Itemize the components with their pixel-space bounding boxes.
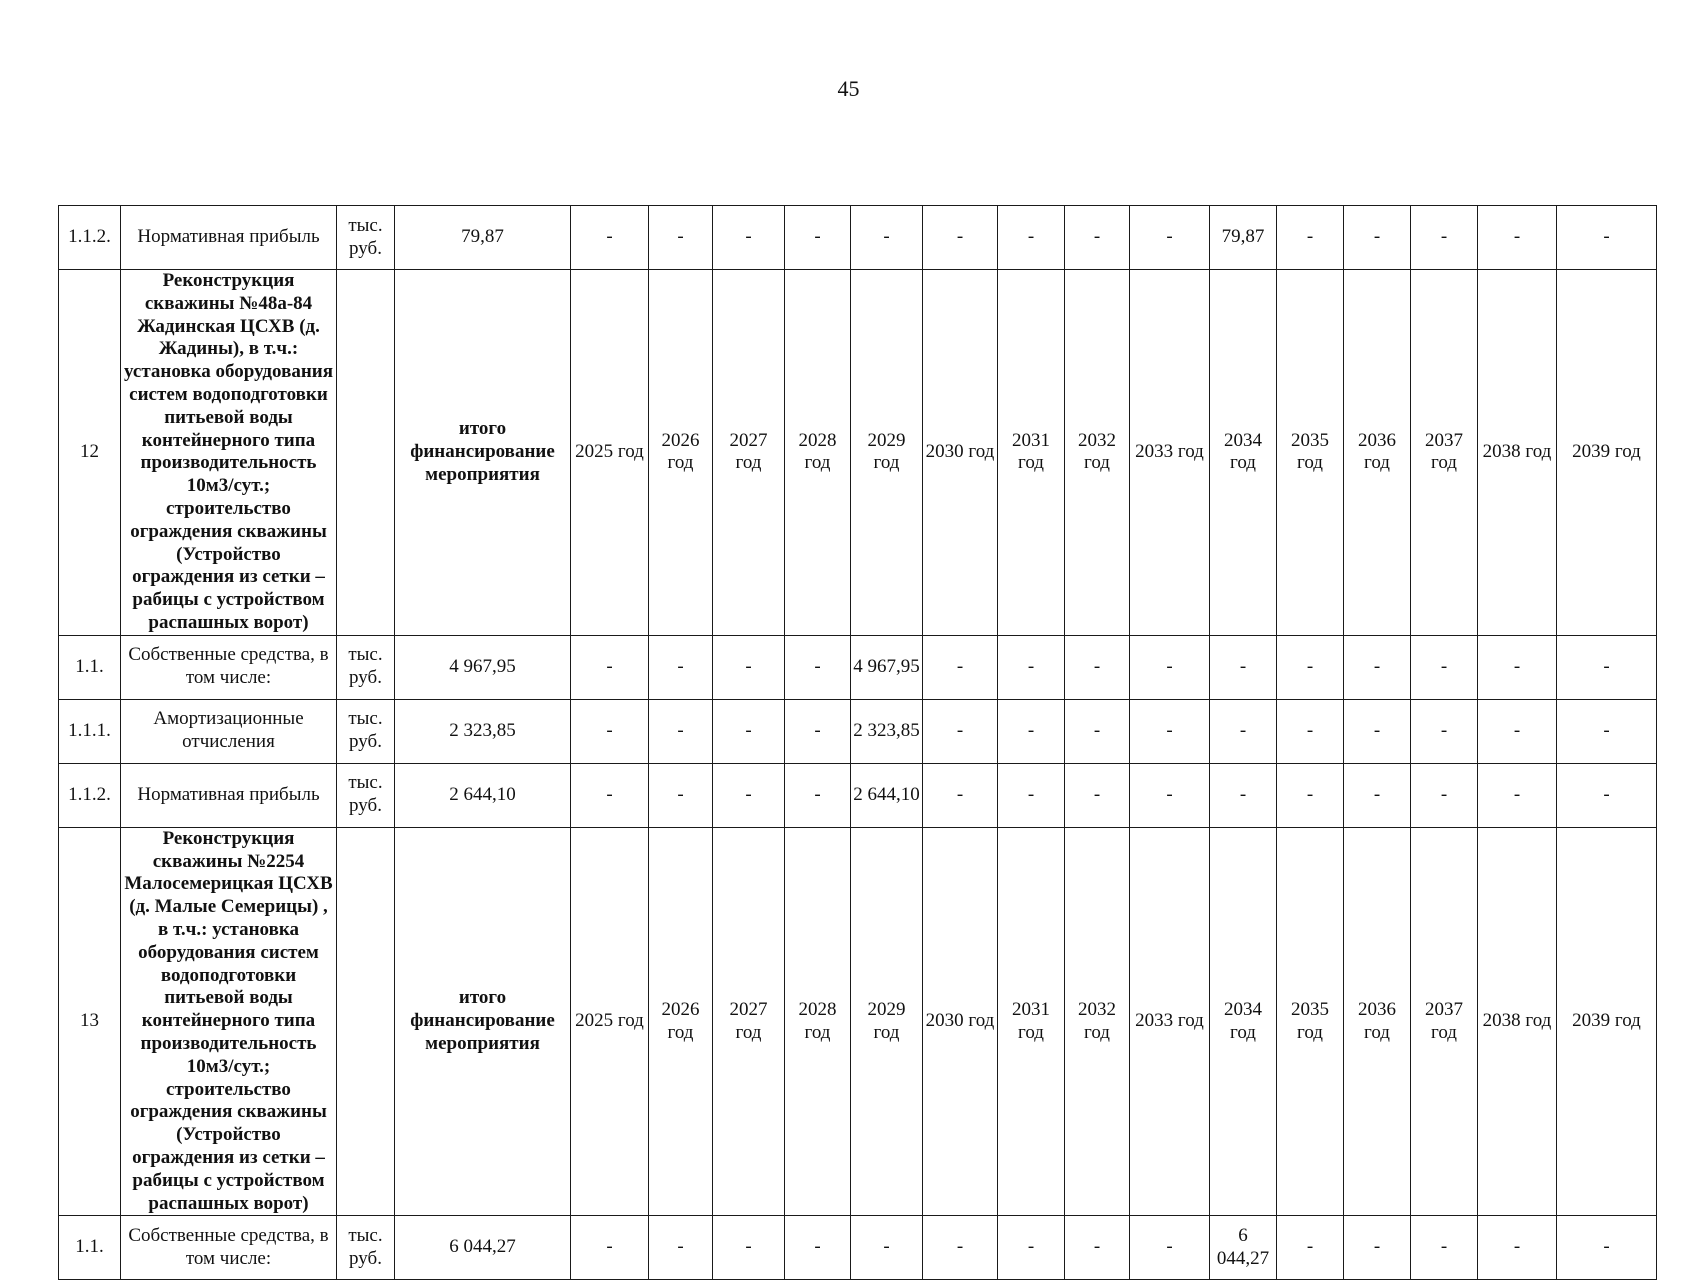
year-value: - <box>1065 699 1130 763</box>
year-value: - <box>571 635 649 699</box>
project-row <box>59 827 1657 1216</box>
year-header: 2031 год <box>998 270 1065 636</box>
total-value: 6 044,27 <box>395 1216 571 1280</box>
year-value: - <box>1130 206 1210 270</box>
year-value: - <box>923 206 998 270</box>
year-header: 2026 год <box>649 270 713 636</box>
year-value: - <box>713 699 785 763</box>
year-value: - <box>1478 1216 1557 1280</box>
year-value: - <box>1478 763 1557 827</box>
year-header: 2027 год <box>713 827 785 1216</box>
year-value: - <box>571 206 649 270</box>
year-header: 2038 год <box>1478 827 1557 1216</box>
year-value: - <box>713 1216 785 1280</box>
year-value: - <box>571 699 649 763</box>
unit-cell: тыс. руб. <box>337 206 395 270</box>
year-value: - <box>1411 635 1478 699</box>
year-value: - <box>649 699 713 763</box>
year-header: 2028 год <box>785 827 851 1216</box>
row-number: 13 <box>59 827 121 1216</box>
year-header: 2031 год <box>998 827 1065 1216</box>
year-value: - <box>1130 699 1210 763</box>
year-header: 2032 год <box>1065 270 1130 636</box>
year-value: - <box>649 206 713 270</box>
total-label: итого финансирование мероприятия <box>395 270 571 636</box>
row-label: Нормативная прибыль <box>121 763 337 827</box>
year-header: 2035 год <box>1277 270 1344 636</box>
year-header: 2025 год <box>571 827 649 1216</box>
year-value: - <box>1210 635 1277 699</box>
year-header: 2033 год <box>1130 270 1210 636</box>
year-value: - <box>998 206 1065 270</box>
year-value: 4 967,95 <box>851 635 923 699</box>
year-value: - <box>923 1216 998 1280</box>
row-label: Нормативная прибыль <box>121 206 337 270</box>
table-row <box>59 206 1657 270</box>
year-header: 2029 год <box>851 270 923 636</box>
year-header: 2030 год <box>923 827 998 1216</box>
year-value: - <box>851 206 923 270</box>
table-row <box>59 763 1657 827</box>
year-value: - <box>713 206 785 270</box>
year-header: 2028 год <box>785 270 851 636</box>
year-value: - <box>1478 206 1557 270</box>
year-value: - <box>1065 1216 1130 1280</box>
row-label: Собственные средства, в том числе: <box>121 635 337 699</box>
year-value: - <box>1411 763 1478 827</box>
year-value: - <box>1065 635 1130 699</box>
year-value: - <box>1277 635 1344 699</box>
year-value: - <box>923 763 998 827</box>
project-description: Реконструкция скважины №48а-84 Жадинская ЦСХВ (д. Жадины), в т.ч.: установка оборудования систем водоподготовки питьевой воды контейнерного типа производительность 10м3/сут.; строительство ограждения скважины (Устройство ограждения из сетки – рабицы с устройством распашных ворот) <box>121 270 337 636</box>
unit-cell: тыс. руб. <box>337 763 395 827</box>
total-value: 4 967,95 <box>395 635 571 699</box>
row-label: Амортизационные отчисления <box>121 699 337 763</box>
row-number: 1.1. <box>59 635 121 699</box>
year-header: 2027 год <box>713 270 785 636</box>
year-value: - <box>649 763 713 827</box>
unit-cell: тыс. руб. <box>337 699 395 763</box>
year-header: 2039 год <box>1557 270 1657 636</box>
year-value: - <box>1065 206 1130 270</box>
year-header: 2034 год <box>1210 270 1277 636</box>
year-value: - <box>1344 699 1411 763</box>
year-value: - <box>1557 699 1657 763</box>
year-value: - <box>1478 635 1557 699</box>
year-value: 2 323,85 <box>851 699 923 763</box>
year-value: - <box>1344 635 1411 699</box>
year-header: 2038 год <box>1478 270 1557 636</box>
year-header: 2037 год <box>1411 827 1478 1216</box>
project-description: Реконструкция скважины №2254 Малосемерицкая ЦСХВ (д. Малые Семерицы) , в т.ч.: установка оборудования систем водоподготовки питьевой воды контейнерного типа производительность 10м3/сут.; строительство ограждения скважины (Устройство ограждения из сетки – рабицы с устройством распашных ворот) <box>121 827 337 1216</box>
year-value: - <box>785 699 851 763</box>
year-header: 2029 год <box>851 827 923 1216</box>
total-label: итого финансирование мероприятия <box>395 827 571 1216</box>
year-value: - <box>713 763 785 827</box>
financing-table <box>58 205 1657 1280</box>
table-row <box>59 1216 1657 1280</box>
year-value: - <box>998 699 1065 763</box>
year-value: - <box>1277 699 1344 763</box>
year-header: 2039 год <box>1557 827 1657 1216</box>
year-header: 2026 год <box>649 827 713 1216</box>
year-value: - <box>998 1216 1065 1280</box>
year-value: - <box>785 1216 851 1280</box>
year-value: - <box>1130 1216 1210 1280</box>
year-value: - <box>1130 635 1210 699</box>
year-value: - <box>1277 763 1344 827</box>
year-header: 2035 год <box>1277 827 1344 1216</box>
project-row <box>59 270 1657 636</box>
year-header: 2034 год <box>1210 827 1277 1216</box>
year-header: 2033 год <box>1130 827 1210 1216</box>
page-number: 45 <box>837 76 860 101</box>
year-value: 6 044,27 <box>1210 1216 1277 1280</box>
year-header: 2036 год <box>1344 827 1411 1216</box>
unit-cell: тыс. руб. <box>337 635 395 699</box>
year-value: - <box>923 699 998 763</box>
year-value: - <box>1344 1216 1411 1280</box>
year-header: 2025 год <box>571 270 649 636</box>
row-number: 1.1.2. <box>59 763 121 827</box>
year-value: - <box>1557 763 1657 827</box>
year-value: - <box>998 763 1065 827</box>
total-value: 79,87 <box>395 206 571 270</box>
year-header: 2037 год <box>1411 270 1478 636</box>
table-row <box>59 635 1657 699</box>
year-value: - <box>785 763 851 827</box>
table-row <box>59 699 1657 763</box>
row-label: Собственные средства, в том числе: <box>121 1216 337 1280</box>
year-value: - <box>571 763 649 827</box>
year-value: - <box>785 206 851 270</box>
year-value: - <box>1277 1216 1344 1280</box>
year-value: - <box>998 635 1065 699</box>
row-number: 1.1.1. <box>59 699 121 763</box>
year-value: - <box>1277 206 1344 270</box>
year-header: 2036 год <box>1344 270 1411 636</box>
year-value: - <box>649 1216 713 1280</box>
year-value: - <box>1210 763 1277 827</box>
unit-cell-empty <box>337 827 395 1216</box>
year-value: - <box>1557 635 1657 699</box>
total-value: 2 644,10 <box>395 763 571 827</box>
year-value: - <box>851 1216 923 1280</box>
year-value: 2 644,10 <box>851 763 923 827</box>
year-value: - <box>1557 1216 1657 1280</box>
year-header: 2032 год <box>1065 827 1130 1216</box>
year-value: - <box>1411 206 1478 270</box>
year-value: - <box>713 635 785 699</box>
year-value: - <box>785 635 851 699</box>
year-value: - <box>1411 699 1478 763</box>
year-value: - <box>1130 763 1210 827</box>
unit-cell: тыс. руб. <box>337 1216 395 1280</box>
year-value: - <box>1065 763 1130 827</box>
year-value: - <box>571 1216 649 1280</box>
year-value: - <box>1344 763 1411 827</box>
year-value: - <box>1344 206 1411 270</box>
year-value: - <box>923 635 998 699</box>
total-value: 2 323,85 <box>395 699 571 763</box>
year-value: - <box>1411 1216 1478 1280</box>
row-number: 1.1.2. <box>59 206 121 270</box>
year-value: - <box>649 635 713 699</box>
unit-cell-empty <box>337 270 395 636</box>
year-value: - <box>1557 206 1657 270</box>
year-header: 2030 год <box>923 270 998 636</box>
year-value: 79,87 <box>1210 206 1277 270</box>
row-number: 12 <box>59 270 121 636</box>
year-value: - <box>1478 699 1557 763</box>
year-value: - <box>1210 699 1277 763</box>
row-number: 1.1. <box>59 1216 121 1280</box>
